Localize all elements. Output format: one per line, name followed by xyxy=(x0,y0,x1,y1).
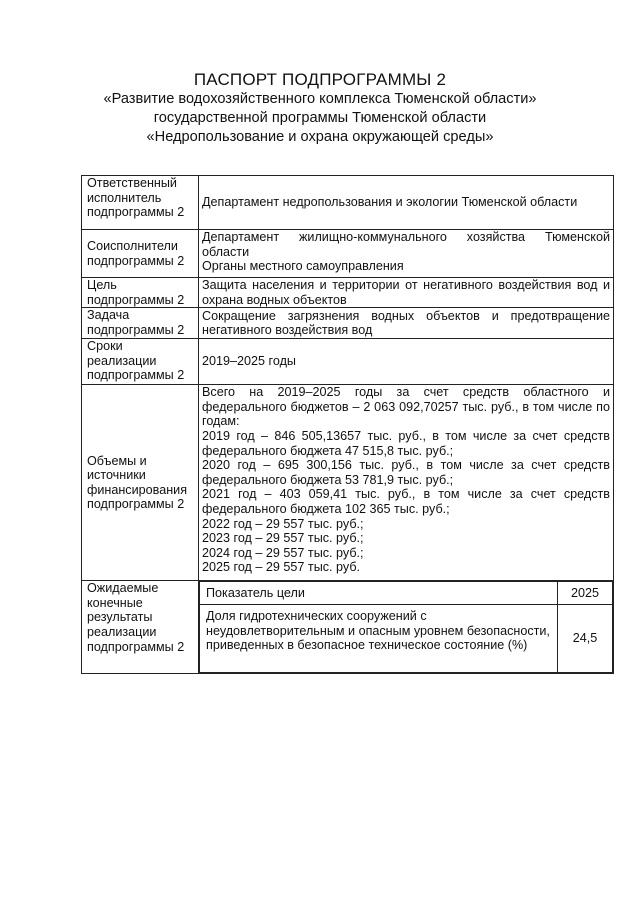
funding-2025: 2025 год – 29 557 тыс. руб. xyxy=(202,560,361,575)
indicator-text: Доля гидротехнических сооружений с неудовлетворительным и опасным уровнем безопасности, приведенных в безопасное техническое состояние (%) xyxy=(200,605,558,673)
value-funding xyxy=(199,385,614,581)
label-executor: Ответственный исполнитель подпрограммы 2 xyxy=(82,176,199,230)
program-name: «Недропользование и охрана окружающей среды» xyxy=(146,129,494,145)
program-line: государственной программы Тюменской области xyxy=(153,110,487,126)
label-task: Задача подпрограммы 2 xyxy=(82,308,199,339)
passport-table xyxy=(81,175,614,674)
funding-2019: 2019 год – 846 505,13657 тыс. руб., в том числе за счет средств федерального бюджета 47 515,8 тыс. руб.; xyxy=(202,428,610,458)
row-goal xyxy=(82,278,614,308)
indicator-value: 24,5 xyxy=(558,605,613,673)
row-terms xyxy=(82,339,614,385)
results-table xyxy=(199,581,613,673)
value-results xyxy=(199,581,614,674)
funding-total: Всего на 2019–2025 годы за счет средств областного и федерального бюджетов – 2 063 092,70257 тыс. руб., в том числе по годам: xyxy=(202,385,610,429)
funding-2022: 2022 год – 29 557 тыс. руб.; xyxy=(202,516,364,531)
subprogram-name: «Развитие водохозяйственного комплекса Тюменской области» xyxy=(103,91,537,107)
label-coexecutors: Соисполнители подпрограммы 2 xyxy=(82,230,199,278)
value-goal: Защита населения и территории от негативного воздействия вод и охрана водных объектов xyxy=(199,278,614,308)
label-terms: Сроки реализации подпрограммы 2 xyxy=(82,339,199,385)
row-task xyxy=(82,308,614,339)
document-title: ПАСПОРТ ПОДПРОГРАММЫ 2 xyxy=(193,70,447,89)
funding-2020: 2020 год – 695 300,156 тыс. руб., в том числе за счет средств федерального бюджета 53 781,9 тыс. руб.; xyxy=(202,458,610,487)
document-header xyxy=(0,70,640,147)
funding-2024: 2024 год – 29 557 тыс. руб.; xyxy=(202,545,364,560)
results-header-row xyxy=(200,582,613,605)
row-funding xyxy=(82,385,614,581)
row-executor xyxy=(82,176,614,230)
label-goal: Цель подпрограммы 2 xyxy=(82,278,199,308)
coexecutor-1: Департамент жилищно-коммунального хозяйства Тюменской области xyxy=(202,230,610,259)
results-value-row xyxy=(200,605,613,673)
value-task: Сокращение загрязнения водных объектов и предотвращение негативного воздействия вод xyxy=(199,308,614,339)
year-header: 2025 xyxy=(558,582,613,605)
value-terms: 2019–2025 годы xyxy=(199,339,614,385)
value-executor: Департамент недропользования и экологии Тюменской области xyxy=(199,176,614,230)
funding-2021: 2021 год – 403 059,41 тыс. руб., в том числе за счет средств федерального бюджета 102 365 тыс. руб.; xyxy=(202,487,610,516)
label-funding: Объемы и источники финансирования подпрограммы 2 xyxy=(82,385,199,581)
indicator-header: Показатель цели xyxy=(200,582,558,605)
row-results xyxy=(82,581,614,674)
funding-2023: 2023 год – 29 557 тыс. руб.; xyxy=(202,531,364,546)
coexecutor-2: Органы местного самоуправления xyxy=(202,259,404,274)
row-coexecutors xyxy=(82,230,614,278)
value-coexecutors xyxy=(199,230,614,278)
label-results: Ожидаемые конечные результаты реализации подпрограммы 2 xyxy=(82,581,199,674)
